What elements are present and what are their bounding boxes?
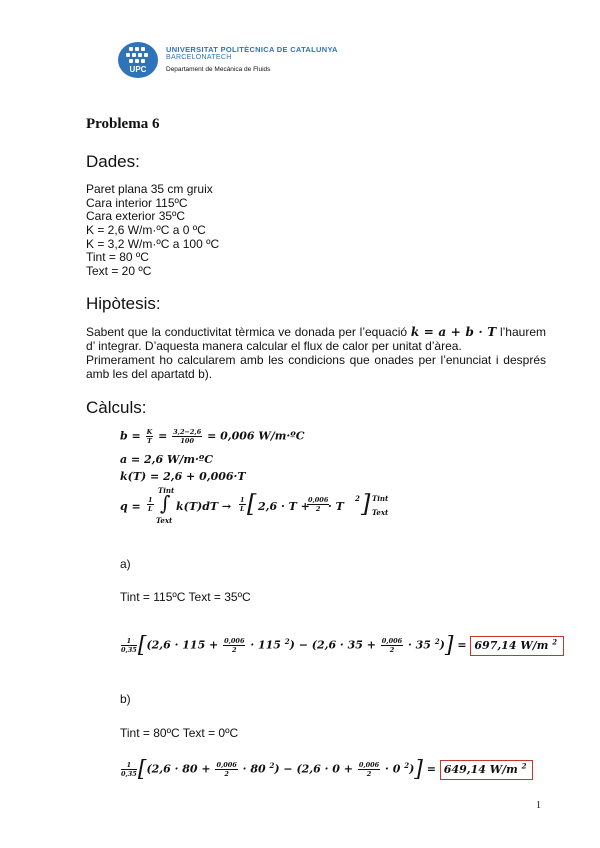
upc-logo — [118, 42, 158, 78]
hipotesis-heading: Hipòtesis: — [86, 294, 161, 313]
part-b-conditions: Tint = 80ºC Text = 0ºC — [120, 726, 239, 740]
dades-item: Tint = 80 ºC — [86, 250, 149, 265]
dades-item: Cara interior 115ºC — [86, 195, 188, 210]
campus-name: BARCELONATECH — [166, 54, 232, 61]
part-b-label: b) — [120, 692, 131, 706]
equation-a: a = 2,6 W/m·ºC — [120, 453, 214, 466]
dades-item: K = 2,6 W/m·ºC a 0 ºC — [86, 223, 206, 238]
dades-item: Cara exterior 35ºC — [86, 209, 186, 224]
equation-b: b = $\frac{K}{T}$ = $\frac{3,2-2,6}{100}$ = 0,006 W/m·ºC — [120, 428, 305, 445]
equation-k: k(T) = 2,6 + 0,006·T — [120, 470, 246, 483]
dades-item: K = 3,2 W/m·ºC a 100 ºC — [86, 236, 220, 251]
part-a-label: a) — [120, 557, 131, 571]
university-name: UNIVERSITAT POLITÈCNICA DE CATALUNYA — [166, 45, 338, 54]
dades-item: Text = 20 ºC — [86, 264, 152, 279]
part-a-conditions: Tint = 115ºC Text = 35ºC — [120, 590, 251, 604]
part-b-result: 649,14 W/m $^2$ — [440, 760, 534, 780]
logo-text: UPC — [129, 65, 147, 74]
page-number: 1 — [536, 800, 541, 811]
dades-heading: Dades: — [86, 152, 140, 171]
hipotesis-paragraph: Sabent que la conductivitat tèrmica ve donada per l’equació k = a + b · T l’haurem d’ integrar. D’aquesta manera calcular el flux de calor per unitat d’àrea. — [86, 325, 546, 353]
part-a-equation: $\frac{1}{0,35}$ [(2,6 · 115 + $\frac{0,006}{2}$ · 115 $^2$) − (2,6 · 35 + $\frac{0,006}{2}$ · 35 $^2$)] = 697,14 W/m $^2$ — [120, 633, 564, 658]
dades-list — [86, 183, 219, 279]
part-a-result: 697,14 W/m $^2$ — [470, 636, 564, 656]
hipotesis-paragraph-2: Primerament ho calcularem amb les condicions que onades per l’enunciat i després amb les del apartatd b). — [86, 353, 546, 381]
problem-title: Problema 6 — [86, 116, 160, 132]
calculs-heading: Càlculs: — [86, 398, 147, 417]
department-name: Departament de Mecànica de Fluids — [166, 66, 271, 73]
dades-item: Paret plana 35 cm gruix — [86, 182, 213, 196]
conductivity-formula: k = a + b · T — [410, 325, 497, 339]
part-b-equation: $\frac{1}{0,35}$ [(2,6 · 80 + $\frac{0,006}{2}$ · 80 $^2$) − (2,6 · 0 + $\frac{0,006}{2}$ · 0 $^2$)] = 649,14 W/m $^2$ — [120, 757, 533, 782]
